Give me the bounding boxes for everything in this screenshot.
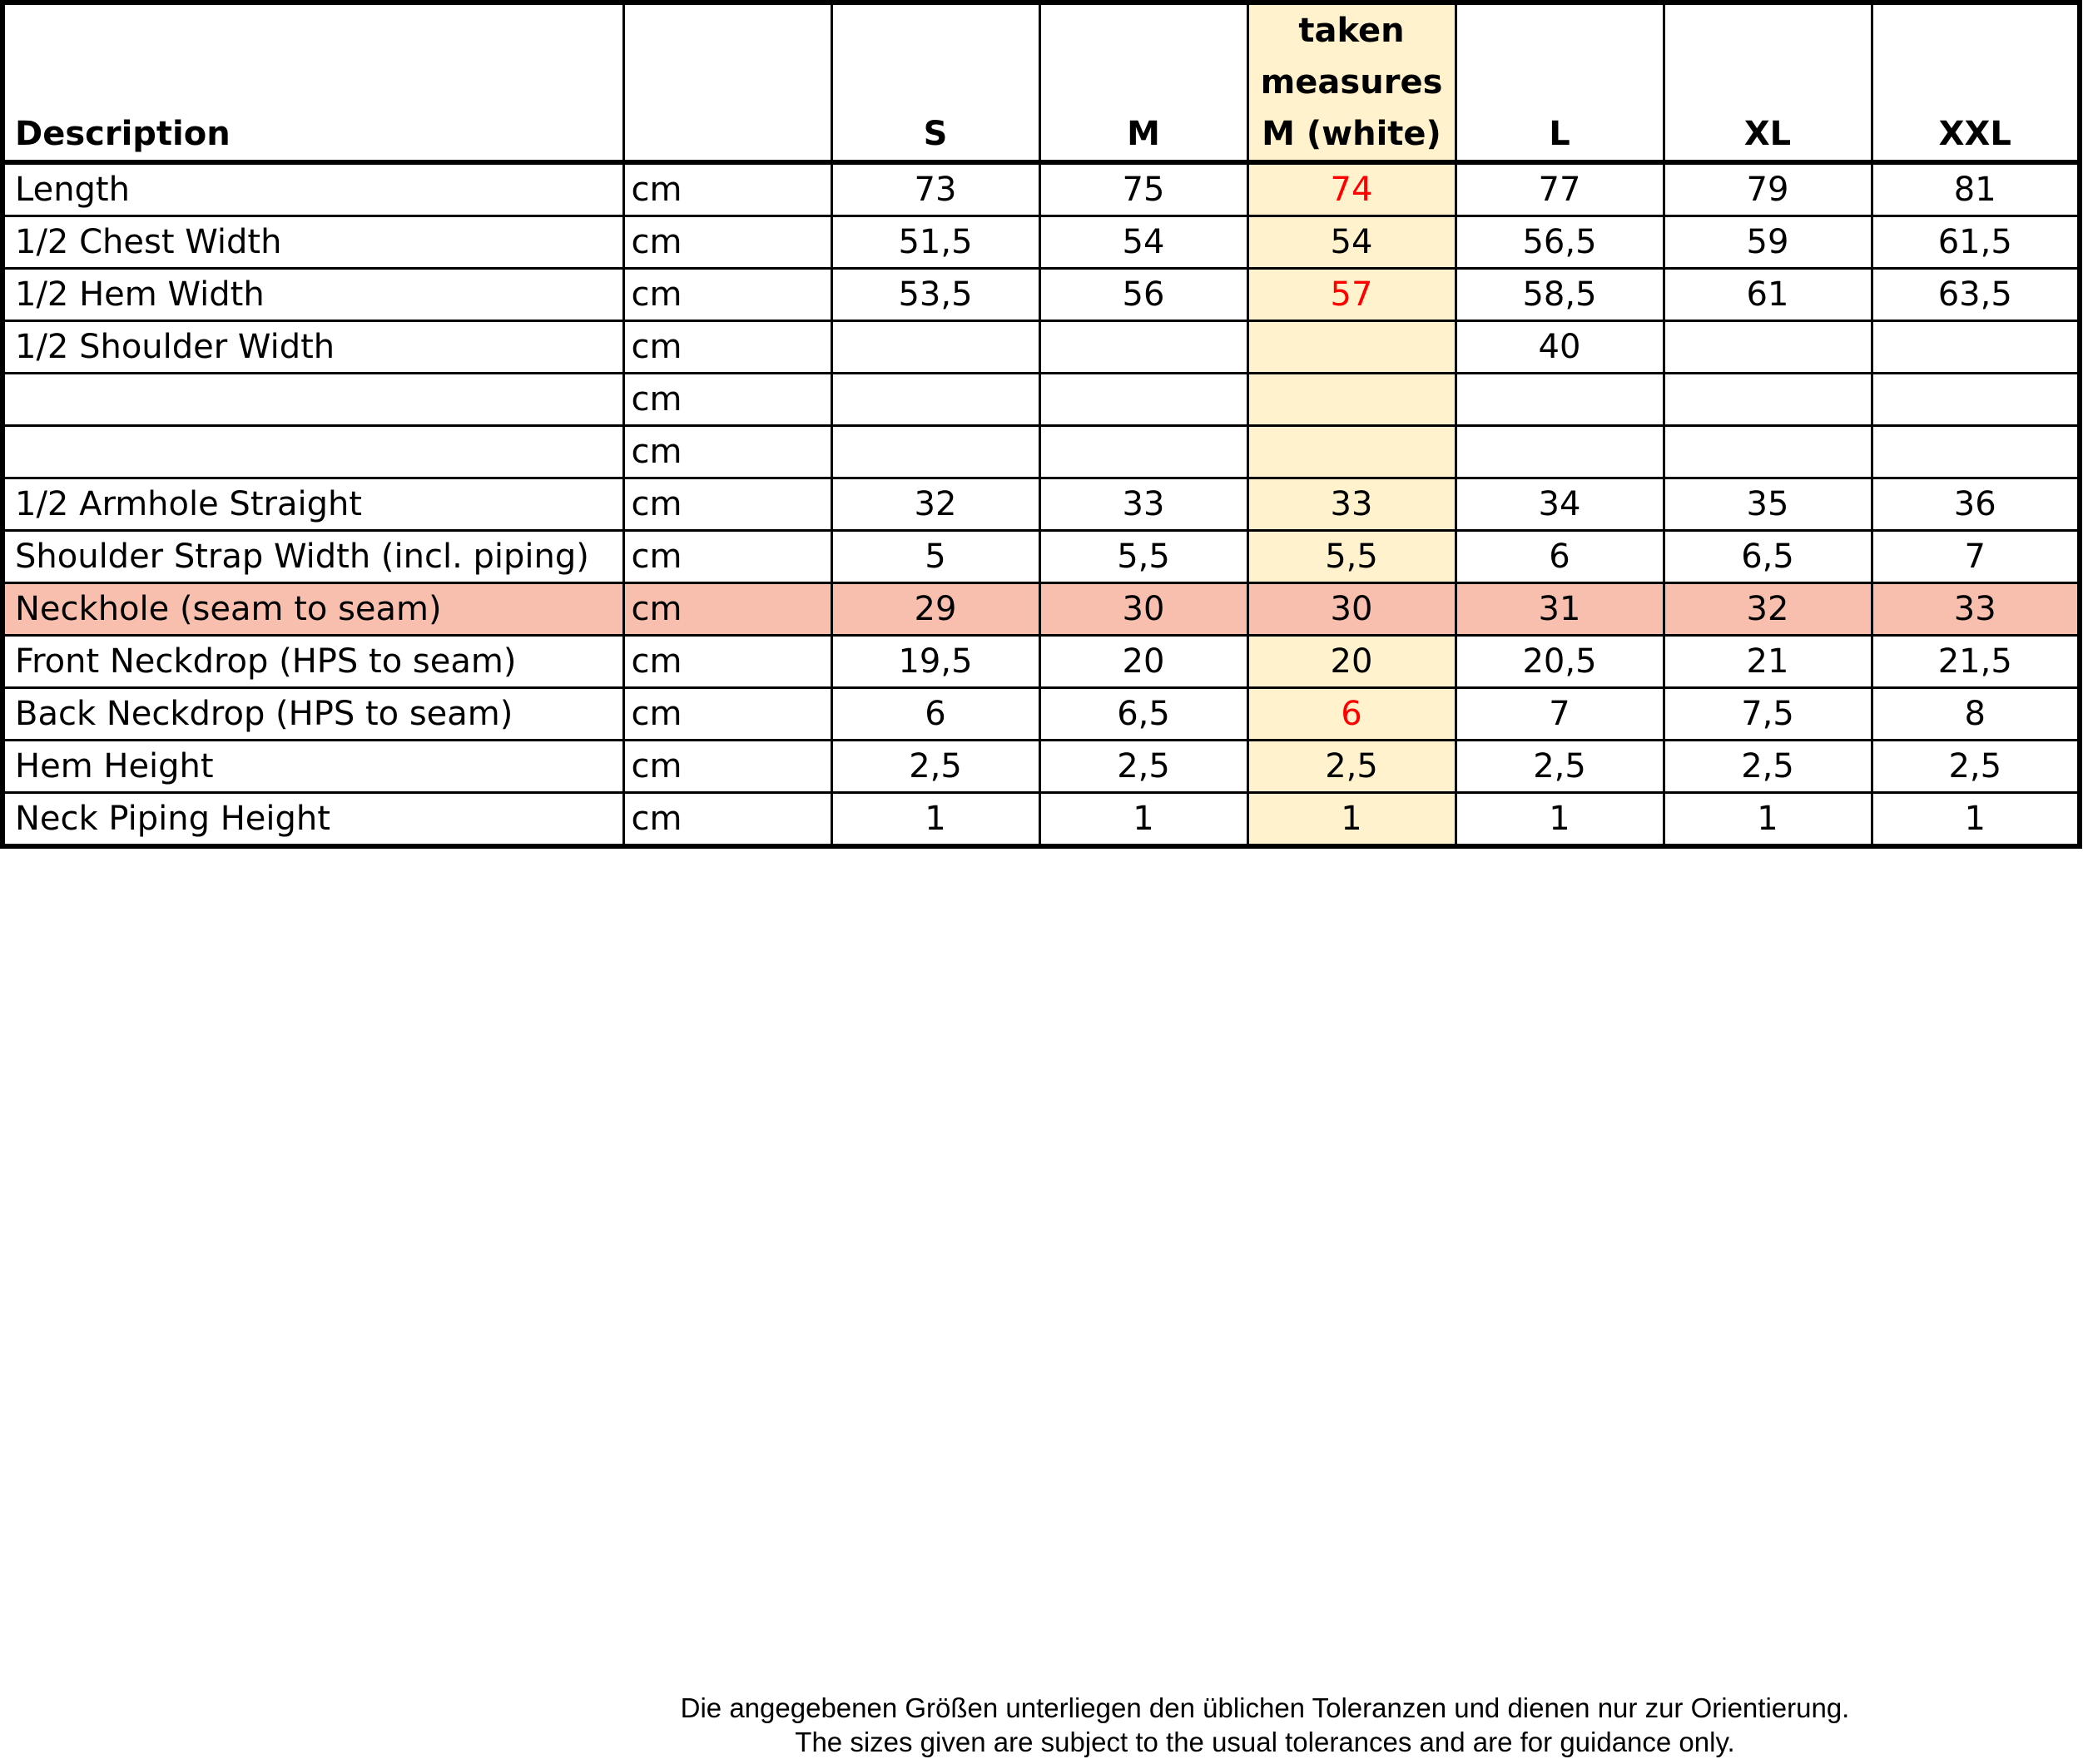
table-row bbox=[2, 216, 2080, 269]
row-unit: cm bbox=[623, 269, 831, 321]
cell-xl: 59 bbox=[1664, 216, 1872, 269]
cell-xxl: 7 bbox=[1872, 531, 2080, 583]
cell-m bbox=[1039, 321, 1247, 374]
row-description: 1/2 Armhole Straight bbox=[2, 478, 623, 531]
cell-l: 31 bbox=[1456, 583, 1664, 636]
cell-xl bbox=[1664, 374, 1872, 426]
table-row bbox=[2, 269, 2080, 321]
header-row bbox=[2, 2, 2080, 162]
row-description: 1/2 Chest Width bbox=[2, 216, 623, 269]
cell-s bbox=[831, 426, 1039, 478]
header-taken-measures-line-3: M (white) bbox=[1262, 115, 1441, 153]
cell-m: 1 bbox=[1039, 793, 1247, 847]
cell-s: 2,5 bbox=[831, 741, 1039, 793]
table-row bbox=[2, 531, 2080, 583]
cell-taken-measures: 20 bbox=[1247, 636, 1456, 688]
cell-l: 6 bbox=[1456, 531, 1664, 583]
cell-m: 20 bbox=[1039, 636, 1247, 688]
cell-taken-measures: 30 bbox=[1247, 583, 1456, 636]
row-unit: cm bbox=[623, 531, 831, 583]
cell-xxl: 63,5 bbox=[1872, 269, 2080, 321]
cell-xl: 32 bbox=[1664, 583, 1872, 636]
row-unit: cm bbox=[623, 741, 831, 793]
row-unit: cm bbox=[623, 636, 831, 688]
size-table bbox=[0, 0, 2082, 849]
cell-xxl: 36 bbox=[1872, 478, 2080, 531]
cell-m: 2,5 bbox=[1039, 741, 1247, 793]
table-row bbox=[2, 583, 2080, 636]
cell-taken-measures: 1 bbox=[1247, 793, 1456, 847]
row-description bbox=[2, 374, 623, 426]
header-size-xl: XL bbox=[1664, 2, 1872, 162]
row-unit: cm bbox=[623, 321, 831, 374]
cell-taken-measures: 54 bbox=[1247, 216, 1456, 269]
cell-l: 56,5 bbox=[1456, 216, 1664, 269]
cell-xl: 6,5 bbox=[1664, 531, 1872, 583]
row-description: Shoulder Strap Width (incl. piping) bbox=[2, 531, 623, 583]
header-taken-measures bbox=[1247, 2, 1456, 162]
cell-xxl bbox=[1872, 374, 2080, 426]
table-row bbox=[2, 321, 2080, 374]
cell-taken-measures: 2,5 bbox=[1247, 741, 1456, 793]
row-description: Neckhole (seam to seam) bbox=[2, 583, 623, 636]
cell-taken-measures: 33 bbox=[1247, 478, 1456, 531]
header-description: Description bbox=[2, 2, 623, 162]
cell-xl: 2,5 bbox=[1664, 741, 1872, 793]
table-row bbox=[2, 426, 2080, 478]
header-taken-measures-line-1: taken bbox=[1298, 12, 1405, 50]
cell-l: 20,5 bbox=[1456, 636, 1664, 688]
footnote-german: Die angegebenen Größen unterliegen den üblichen Toleranzen und dienen nur zur Orientierung. bbox=[680, 1692, 1850, 1723]
row-unit: cm bbox=[623, 583, 831, 636]
row-description: Hem Height bbox=[2, 741, 623, 793]
table-row bbox=[2, 793, 2080, 847]
row-description bbox=[2, 426, 623, 478]
cell-l: 58,5 bbox=[1456, 269, 1664, 321]
row-unit: cm bbox=[623, 478, 831, 531]
cell-xxl: 33 bbox=[1872, 583, 2080, 636]
cell-xl: 35 bbox=[1664, 478, 1872, 531]
row-description: Front Neckdrop (HPS to seam) bbox=[2, 636, 623, 688]
header-taken-measures-line-2: measures bbox=[1260, 63, 1443, 102]
table-row bbox=[2, 374, 2080, 426]
cell-l bbox=[1456, 426, 1664, 478]
cell-xxl: 1 bbox=[1872, 793, 2080, 847]
header-size-s: S bbox=[831, 2, 1039, 162]
cell-m: 56 bbox=[1039, 269, 1247, 321]
row-unit: cm bbox=[623, 793, 831, 847]
cell-m: 33 bbox=[1039, 478, 1247, 531]
cell-xl: 61 bbox=[1664, 269, 1872, 321]
cell-xl bbox=[1664, 426, 1872, 478]
cell-xl: 1 bbox=[1664, 793, 1872, 847]
cell-l: 40 bbox=[1456, 321, 1664, 374]
table-row bbox=[2, 478, 2080, 531]
row-unit: cm bbox=[623, 426, 831, 478]
cell-s: 5 bbox=[831, 531, 1039, 583]
cell-xxl: 81 bbox=[1872, 162, 2080, 216]
row-description: Length bbox=[2, 162, 623, 216]
cell-s bbox=[831, 374, 1039, 426]
cell-taken-measures: 5,5 bbox=[1247, 531, 1456, 583]
footnote-english: The sizes given are subject to the usual tolerances and are for guidance only. bbox=[795, 1727, 1735, 1757]
cell-xxl: 8 bbox=[1872, 688, 2080, 741]
table-row bbox=[2, 688, 2080, 741]
row-unit: cm bbox=[623, 374, 831, 426]
table-row bbox=[2, 636, 2080, 688]
header-size-xxl: XXL bbox=[1872, 2, 2080, 162]
header-size-l: L bbox=[1456, 2, 1664, 162]
cell-taken-measures: 74 bbox=[1247, 162, 1456, 216]
cell-m: 54 bbox=[1039, 216, 1247, 269]
cell-l: 2,5 bbox=[1456, 741, 1664, 793]
cell-s: 6 bbox=[831, 688, 1039, 741]
cell-l: 77 bbox=[1456, 162, 1664, 216]
header-unit bbox=[623, 2, 831, 162]
cell-s: 1 bbox=[831, 793, 1039, 847]
row-unit: cm bbox=[623, 688, 831, 741]
table-body bbox=[2, 162, 2080, 846]
cell-taken-measures: 6 bbox=[1247, 688, 1456, 741]
row-description: 1/2 Hem Width bbox=[2, 269, 623, 321]
row-description: Back Neckdrop (HPS to seam) bbox=[2, 688, 623, 741]
row-description: Neck Piping Height bbox=[2, 793, 623, 847]
table-row bbox=[2, 162, 2080, 216]
cell-xl bbox=[1664, 321, 1872, 374]
tolerance-footnote bbox=[583, 1691, 1947, 1759]
row-unit: cm bbox=[623, 216, 831, 269]
cell-l bbox=[1456, 374, 1664, 426]
cell-l: 34 bbox=[1456, 478, 1664, 531]
cell-s: 73 bbox=[831, 162, 1039, 216]
cell-s bbox=[831, 321, 1039, 374]
row-unit: cm bbox=[623, 162, 831, 216]
cell-m bbox=[1039, 426, 1247, 478]
cell-taken-measures bbox=[1247, 374, 1456, 426]
table-row bbox=[2, 741, 2080, 793]
cell-xl: 79 bbox=[1664, 162, 1872, 216]
cell-xxl: 2,5 bbox=[1872, 741, 2080, 793]
row-description: 1/2 Shoulder Width bbox=[2, 321, 623, 374]
cell-xl: 7,5 bbox=[1664, 688, 1872, 741]
cell-m: 30 bbox=[1039, 583, 1247, 636]
cell-taken-measures bbox=[1247, 426, 1456, 478]
cell-s: 53,5 bbox=[831, 269, 1039, 321]
cell-xxl: 21,5 bbox=[1872, 636, 2080, 688]
cell-taken-measures bbox=[1247, 321, 1456, 374]
cell-xxl bbox=[1872, 426, 2080, 478]
cell-s: 29 bbox=[831, 583, 1039, 636]
cell-s: 19,5 bbox=[831, 636, 1039, 688]
cell-m bbox=[1039, 374, 1247, 426]
cell-s: 32 bbox=[831, 478, 1039, 531]
cell-xxl bbox=[1872, 321, 2080, 374]
cell-m: 75 bbox=[1039, 162, 1247, 216]
cell-s: 51,5 bbox=[831, 216, 1039, 269]
cell-l: 7 bbox=[1456, 688, 1664, 741]
cell-xl: 21 bbox=[1664, 636, 1872, 688]
cell-l: 1 bbox=[1456, 793, 1664, 847]
header-size-m: M bbox=[1039, 2, 1247, 162]
cell-xxl: 61,5 bbox=[1872, 216, 2080, 269]
cell-taken-measures: 57 bbox=[1247, 269, 1456, 321]
size-chart bbox=[0, 0, 2082, 849]
cell-m: 6,5 bbox=[1039, 688, 1247, 741]
cell-m: 5,5 bbox=[1039, 531, 1247, 583]
